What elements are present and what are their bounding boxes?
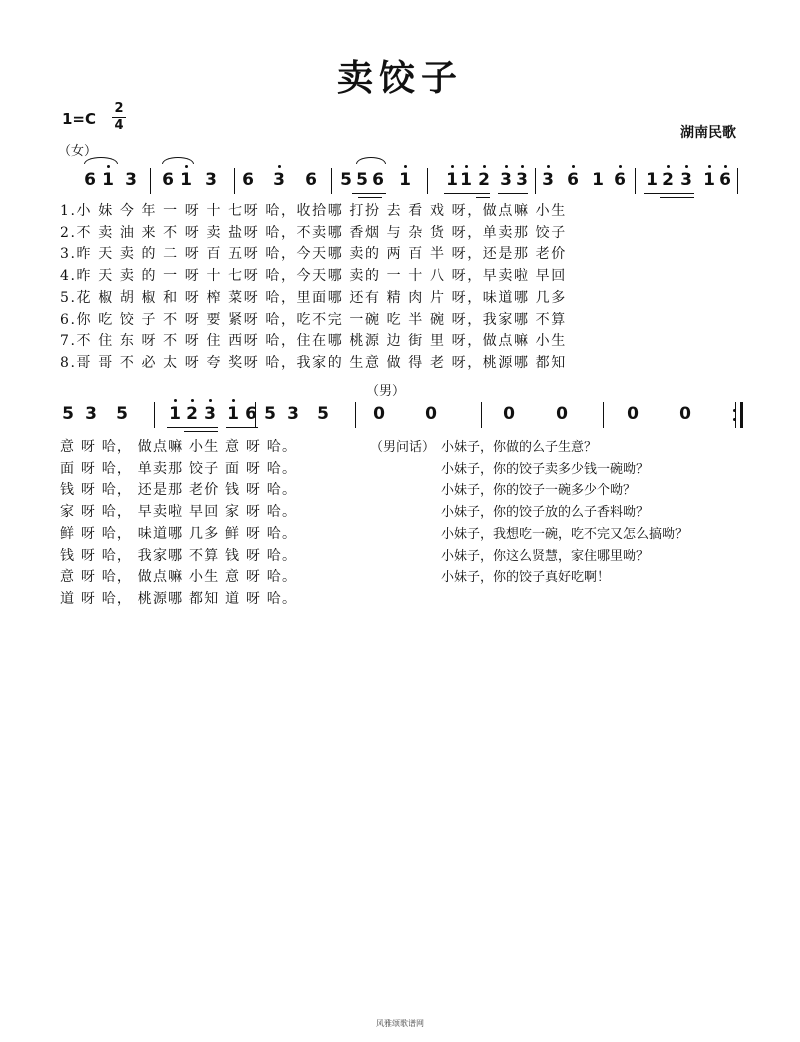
- male-role-label: （男）: [366, 384, 406, 399]
- lyric-verse-line: 6.你 吃 饺 子 不 呀 要 紧呀 哈，吃不完 一碗 吃 半 碗 呀，我家哪 不算: [60, 311, 567, 328]
- barline: [603, 402, 604, 428]
- high-octave-dot: [404, 165, 407, 168]
- lyric-verse-line: 钱 呀 哈， 还是那 老价 钱 呀 哈。: [60, 482, 298, 499]
- note: 5: [116, 404, 128, 424]
- underline-beam-double: [184, 431, 218, 432]
- note: 1: [169, 404, 181, 424]
- slur-mark: [162, 157, 194, 164]
- high-octave-dot: [685, 165, 688, 168]
- note: 6: [242, 170, 254, 190]
- high-octave-dot: [724, 165, 727, 168]
- note: 6: [162, 170, 174, 190]
- barline: [427, 168, 428, 194]
- slur-mark: [356, 157, 386, 164]
- underline-beam: [352, 193, 386, 194]
- note: 1: [102, 170, 114, 190]
- note: 5: [62, 404, 74, 424]
- barline: [154, 402, 155, 428]
- high-octave-dot: [278, 165, 281, 168]
- notation-line-1: [0, 170, 800, 194]
- high-octave-dot: [547, 165, 550, 168]
- note: 5: [317, 404, 329, 424]
- note: 5: [264, 404, 276, 424]
- note: 6: [245, 404, 257, 424]
- high-octave-dot: [619, 165, 622, 168]
- high-octave-dot: [185, 165, 188, 168]
- note: 1: [227, 404, 239, 424]
- note: 0: [556, 404, 568, 424]
- repeat-dot: [733, 418, 736, 421]
- notation-line-2: [0, 404, 800, 428]
- underline-beam: [444, 193, 490, 194]
- dialogue-line: 小妹子，我想吃一碗，吃不完又怎么搞呦？: [441, 526, 689, 542]
- barline: [150, 168, 151, 194]
- note: 2: [186, 404, 198, 424]
- final-barline: [740, 402, 743, 428]
- note: 1: [646, 170, 658, 190]
- note: 5: [340, 170, 352, 190]
- lyric-verse-line: 7.不 住 东 呀 不 呀 住 西呀 哈，住在哪 桃源 边 街 里 呀，做点嘛 小生: [60, 333, 567, 350]
- note: 6: [719, 170, 731, 190]
- dialogue-label: （男问话）: [370, 440, 436, 455]
- high-octave-dot: [465, 165, 468, 168]
- high-octave-dot: [505, 165, 508, 168]
- lyric-verse-line: 2.不 卖 油 来 不 呀 卖 盐呀 哈，不卖哪 香烟 与 杂 货 呀，单卖那 饺子: [60, 224, 567, 241]
- lyric-verse-line: 钱 呀 哈， 我家哪 不算 钱 呀 哈。: [60, 547, 298, 564]
- note: 2: [662, 170, 674, 190]
- barline: [535, 168, 536, 194]
- note: 1: [592, 170, 604, 190]
- dialogue-line: 小妹子，你这么贤慧，家住哪里呦？: [441, 548, 650, 564]
- dialogue-line: 小妹子，你的饺子放的么子香料呦？: [441, 505, 650, 521]
- note: 3: [204, 404, 216, 424]
- underline-beam-double: [358, 197, 382, 198]
- note: 3: [500, 170, 512, 190]
- high-octave-dot: [107, 165, 110, 168]
- dialogue-line: 小妹子，你的饺子真好吃啊！: [441, 570, 611, 586]
- footer-watermark: 风雅颂歌谱网: [376, 1019, 424, 1028]
- high-octave-dot: [451, 165, 454, 168]
- note: 5: [356, 170, 368, 190]
- note: 3: [287, 404, 299, 424]
- barline: [255, 402, 256, 428]
- lyric-verse-line: 3.昨 天 卖 的 二 呀 百 五呀 哈，今天哪 卖的 两 百 半 呀，还是那 老价: [60, 246, 567, 263]
- dialogue-line: 小妹子，你的饺子卖多少钱一碗呦？: [441, 461, 650, 477]
- high-octave-dot: [667, 165, 670, 168]
- note: 3: [680, 170, 692, 190]
- barline: [481, 402, 482, 428]
- underline-beam: [644, 193, 694, 194]
- barline: [234, 168, 235, 194]
- barline: [737, 168, 738, 194]
- lyric-verse-line: 1.小 妹 今 年 一 呀 十 七呀 哈，收拾哪 打扮 去 看 戏 呀，做点嘛 小生: [60, 203, 567, 219]
- underline-beam-double: [660, 197, 694, 198]
- female-role-label: （女）: [58, 144, 98, 159]
- note: 3: [273, 170, 285, 190]
- note: 3: [125, 170, 137, 190]
- time-signature: [112, 102, 126, 133]
- key-signature: 1=C: [62, 110, 97, 128]
- high-octave-dot: [572, 165, 575, 168]
- lyric-verse-line: 意 呀 哈， 做点嘛 小生 意 呀 哈。: [60, 569, 298, 586]
- note: 2: [478, 170, 490, 190]
- note: 3: [205, 170, 217, 190]
- dialogue-line: 小妹子，你的饺子一碗多少个呦？: [441, 483, 637, 499]
- barline: [635, 168, 636, 194]
- note: 6: [372, 170, 384, 190]
- high-octave-dot: [191, 399, 194, 402]
- note: 3: [85, 404, 97, 424]
- note: 1: [446, 170, 458, 190]
- high-octave-dot: [174, 399, 177, 402]
- barline: [355, 402, 356, 428]
- note: 0: [627, 404, 639, 424]
- underline-beam: [498, 193, 528, 194]
- high-octave-dot: [708, 165, 711, 168]
- underline-beam: [226, 427, 258, 428]
- high-octave-dot: [483, 165, 486, 168]
- note: 6: [614, 170, 626, 190]
- repeat-dot: [733, 409, 736, 412]
- note: 0: [373, 404, 385, 424]
- lyric-verse-line: 5.花 椒 胡 椒 和 呀 榨 菜呀 哈，里面哪 还有 精 肉 片 呀，味道哪 几多: [60, 289, 567, 306]
- slur-mark: [84, 157, 118, 164]
- lyric-verse-line: 道 呀 哈， 桃源哪 都知 道 呀 哈。: [60, 590, 298, 607]
- time-signature-bottom: 4: [114, 118, 124, 133]
- note: 3: [516, 170, 528, 190]
- note: 0: [425, 404, 437, 424]
- lyric-verse-line: 8.哥 哥 不 必 太 呀 夸 奖呀 哈，我家的 生意 做 得 老 呀，桃源哪 都知: [60, 354, 567, 371]
- high-octave-dot: [232, 399, 235, 402]
- time-signature-top: 2: [114, 101, 124, 116]
- lyric-verse-line: 4.昨 天 卖 的 一 呀 十 七呀 哈，今天哪 卖的 一 十 八 呀，早卖啦 早回: [60, 268, 567, 285]
- lyric-verse-line: 家 呀 哈， 早卖啦 早回 家 呀 哈。: [60, 504, 298, 521]
- note: 1: [180, 170, 192, 190]
- high-octave-dot: [521, 165, 524, 168]
- note: 0: [679, 404, 691, 424]
- note: 6: [84, 170, 96, 190]
- song-title: 卖饺子: [336, 58, 463, 99]
- note: 1: [460, 170, 472, 190]
- lyric-verse-line: 意 呀 哈， 做点嘛 小生 意 呀 哈。: [60, 439, 298, 455]
- lyric-verse-line: 面 呀 哈， 单卖那 饺子 面 呀 哈。: [60, 460, 298, 477]
- note: 1: [399, 170, 411, 190]
- note: 6: [305, 170, 317, 190]
- barline: [331, 168, 332, 194]
- underline-beam: [167, 427, 218, 428]
- note: 3: [542, 170, 554, 190]
- high-octave-dot: [209, 399, 212, 402]
- note: 0: [503, 404, 515, 424]
- note: 6: [567, 170, 579, 190]
- barline: [735, 402, 736, 428]
- dialogue-line: 小妹子，你做的么子生意？: [441, 440, 598, 455]
- note: 1: [703, 170, 715, 190]
- lyric-verse-line: 鲜 呀 哈， 味道哪 几多 鲜 呀 哈。: [60, 525, 298, 542]
- underline-beam-double: [476, 197, 490, 198]
- song-origin: 湖南民歌: [680, 125, 736, 141]
